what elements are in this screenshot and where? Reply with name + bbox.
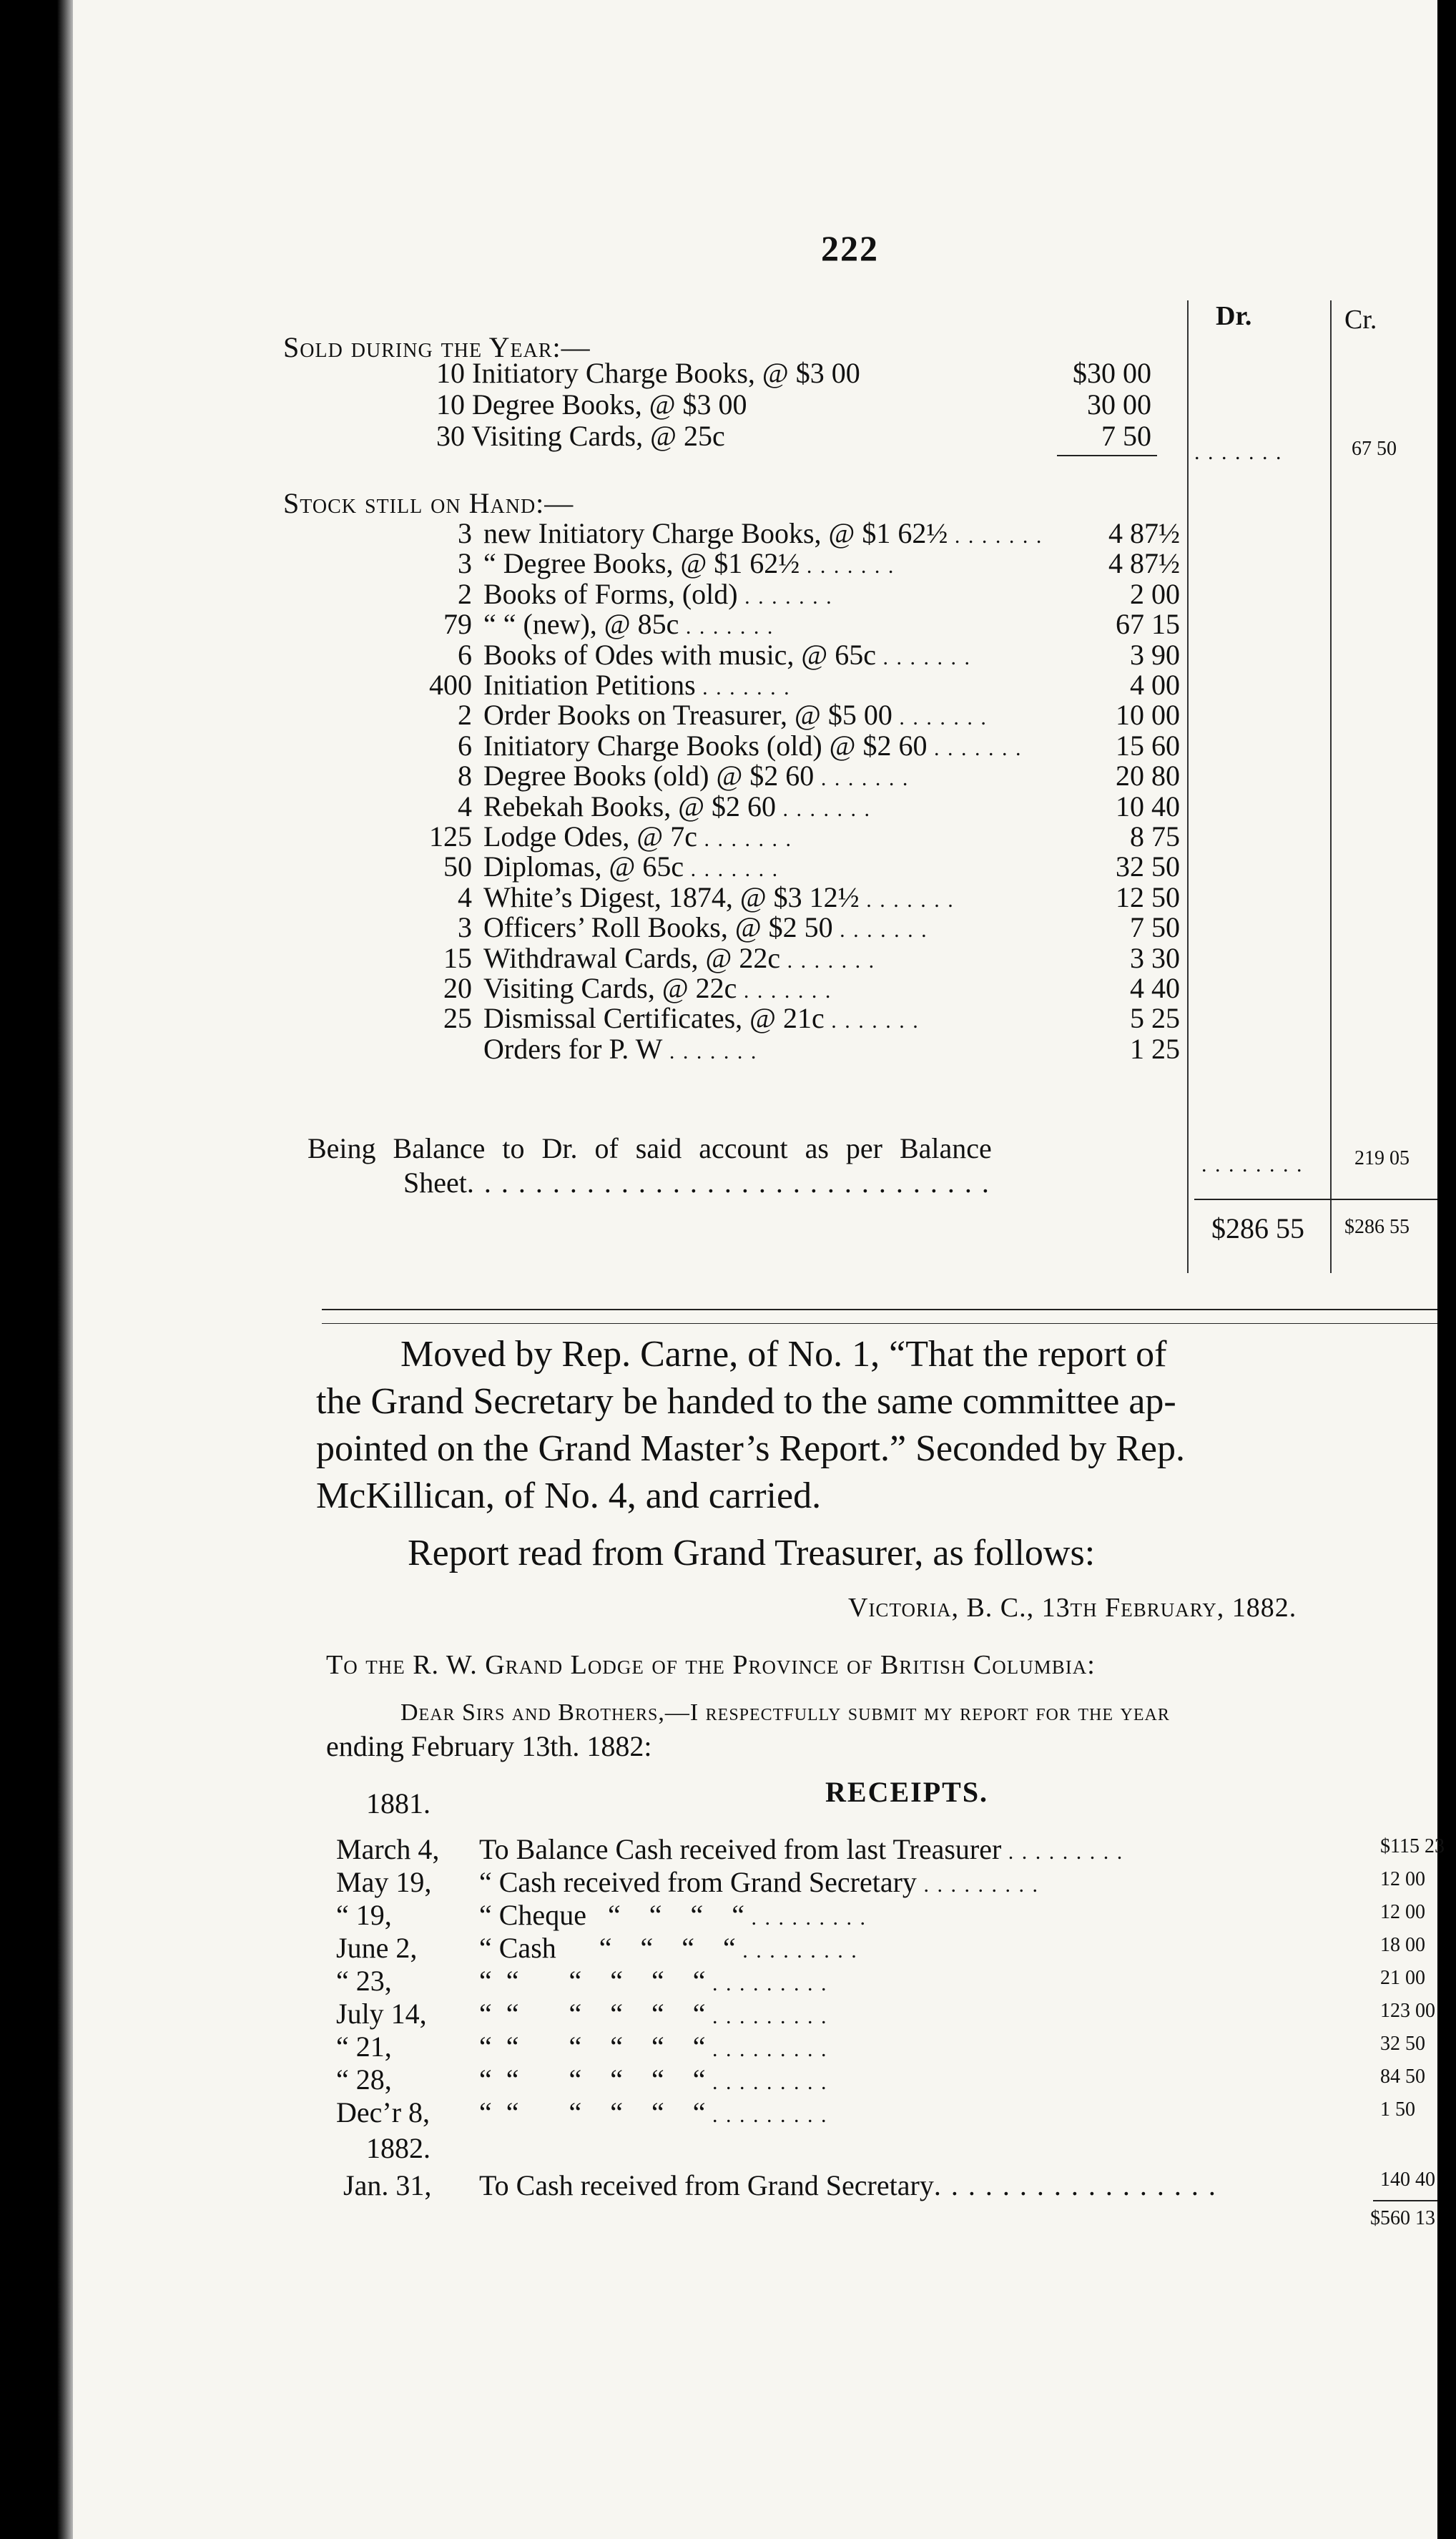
- stock-qty: 3: [458, 517, 472, 549]
- receipt-amount: 12 00: [1380, 1868, 1425, 1890]
- receipt-description: “ “ “ “ “ “ . . . . . . . . .: [479, 1965, 828, 1997]
- stock-item-text: Books of Forms, (old) . . . . . . .: [483, 578, 833, 610]
- receipt-date: Dec’r 8,: [336, 2096, 431, 2128]
- stock-item-amount: 10 40: [1116, 790, 1180, 822]
- receipt-amount: 1 50: [1380, 2098, 1415, 2121]
- receipt-date: March 4,: [336, 1833, 440, 1865]
- stock-item-amount: 67 15: [1116, 608, 1180, 640]
- sold-item-amount: 30 00: [1087, 388, 1151, 421]
- receipt-date: June 2,: [336, 1932, 418, 1964]
- balance-rule: [1194, 1199, 1437, 1200]
- receipt-amount: $115 23: [1380, 1835, 1445, 1857]
- receipt-date: “ 19,: [336, 1899, 392, 1931]
- receipt-amount: 84 50: [1380, 2066, 1425, 2088]
- stock-qty: 2: [458, 699, 472, 731]
- stock-item-text: Diplomas, @ 65c . . . . . . .: [483, 850, 779, 883]
- stock-item-text: Officers’ Roll Books, @ $2 50 . . . . . . .: [483, 911, 928, 943]
- receipt-desc-jan-31: To Cash received from Grand Secretary. . . . . . . . . . . . . . . . .: [479, 2169, 1217, 2201]
- receipt-description: “ Cheque “ “ “ “ . . . . . . . . .: [479, 1899, 867, 1931]
- stock-item-text: White’s Digest, 1874, @ $3 12½ . . . . . . .: [483, 881, 955, 913]
- sold-item-text: 10 Initiatory Charge Books, @ $3 00: [436, 357, 860, 389]
- receipt-description: “ “ “ “ “ “ . . . . . . . . .: [479, 2096, 828, 2128]
- balance-line-2: Sheet. . . . . . . . . . . . . . . . . . . . . . . . . . . . . . .: [403, 1167, 990, 1199]
- stock-item-text: new Initiatory Charge Books, @ $1 62½ . . . . . . .: [483, 517, 1043, 549]
- dr-dots: . . . . . . .: [1194, 441, 1283, 464]
- motion-line-3: pointed on the Grand Master’s Report.” Seconded by Rep.: [316, 1428, 1185, 1469]
- stock-heading: Stock still on Hand:—: [283, 487, 574, 519]
- balance-cr: 219 05: [1354, 1147, 1410, 1169]
- stock-item-amount: 10 00: [1116, 699, 1180, 731]
- stock-qty: 15: [443, 942, 472, 974]
- page-number: 222: [821, 228, 879, 268]
- column-rule-left: [1187, 300, 1189, 1273]
- total-cr: $286 55: [1344, 1216, 1410, 1238]
- sold-item-text: 30 Visiting Cards, @ 25c: [436, 420, 725, 452]
- stock-qty: 6: [458, 730, 472, 762]
- stock-qty: 20: [443, 972, 472, 1004]
- total-dr: $286 55: [1211, 1212, 1304, 1244]
- receipt-amount: 32 50: [1380, 2033, 1425, 2055]
- stock-item-text: Books of Odes with music, @ 65c . . . . . . .: [483, 639, 972, 671]
- report-heading: Report read from Grand Treasurer, as follows:: [408, 1533, 1096, 1573]
- receipt-amount: 123 00: [1380, 2000, 1435, 2022]
- receipt-description: “ “ “ “ “ “ . . . . . . . . .: [479, 1998, 828, 2030]
- stock-item-text: Orders for P. W . . . . . . .: [483, 1033, 758, 1065]
- receipts-year-1882: 1882.: [366, 2132, 431, 2164]
- sold-item-text: 10 Degree Books, @ $3 00: [436, 388, 747, 421]
- stock-item-text: “ “ (new), @ 85c . . . . . . .: [483, 608, 774, 640]
- stock-item-amount: 4 00: [1130, 669, 1180, 701]
- motion-line-4: McKillican, of No. 4, and carried.: [316, 1475, 822, 1516]
- stock-item-amount: 3 90: [1130, 639, 1180, 671]
- stock-item-amount: 2 00: [1130, 578, 1180, 610]
- receipt-date: July 14,: [336, 1998, 427, 2030]
- stock-qty: 4: [458, 881, 472, 913]
- sold-item-amount: 7 50: [1101, 420, 1151, 452]
- receipt-description: “ “ “ “ “ “ . . . . . . . . .: [479, 2063, 828, 2096]
- stock-qty: 3: [458, 547, 472, 579]
- receipts-total: $560 13: [1370, 2207, 1435, 2229]
- separator-1: [322, 1309, 1437, 1310]
- stock-item-text: Initiation Petitions . . . . . . .: [483, 669, 791, 701]
- stock-qty: 2: [458, 578, 472, 610]
- stock-item-amount: 15 60: [1116, 730, 1180, 762]
- stock-qty: 125: [429, 820, 472, 853]
- receipt-date: May 19,: [336, 1866, 432, 1898]
- salutation-line-1: Dear Sirs and Brothers,—I respectfully submit my report for the year: [400, 1699, 1170, 1726]
- address-line: To the R. W. Grand Lodge of the Province of British Columbia:: [326, 1650, 1096, 1680]
- motion-line-1: Moved by Rep. Carne, of No. 1, “That the report of: [400, 1334, 1167, 1375]
- salutation-line-2: ending February 13th. 1882:: [326, 1730, 652, 1762]
- stock-item-text: Dismissal Certificates, @ 21c . . . . . . .: [483, 1002, 920, 1034]
- stock-item-amount: 4 40: [1130, 972, 1180, 1004]
- receipt-date-jan-31: Jan. 31,: [343, 2169, 432, 2201]
- stock-item-amount: 5 25: [1130, 1002, 1180, 1034]
- stock-item-text: Withdrawal Cards, @ 22c . . . . . . .: [483, 942, 876, 974]
- stock-qty: 79: [443, 608, 472, 640]
- dr-column-header: Dr.: [1216, 301, 1252, 331]
- stock-item-amount: 32 50: [1116, 850, 1180, 883]
- receipt-amount: 21 00: [1380, 1967, 1425, 1989]
- receipt-amount: 18 00: [1380, 1934, 1425, 1956]
- stock-item-amount: 8 75: [1130, 820, 1180, 853]
- receipt-description: “ Cash “ “ “ “ . . . . . . . . .: [479, 1932, 858, 1964]
- stock-qty: 400: [429, 669, 472, 701]
- stock-qty: 3: [458, 911, 472, 943]
- stock-item-amount: 3 30: [1130, 942, 1180, 974]
- sold-heading: Sold during the Year:—: [283, 331, 591, 363]
- stock-qty: 6: [458, 639, 472, 671]
- receipts-year-1881: 1881.: [366, 1787, 431, 1819]
- stock-item-amount: 4 87½: [1108, 517, 1180, 549]
- stock-item-text: “ Degree Books, @ $1 62½ . . . . . . .: [483, 547, 895, 579]
- sold-subtotal-rule: [1057, 455, 1157, 456]
- receipts-title: RECEIPTS.: [825, 1776, 989, 1808]
- stock-item-amount: 7 50: [1130, 911, 1180, 943]
- receipts-total-rule: [1373, 2200, 1437, 2201]
- receipt-date: “ 23,: [336, 1965, 392, 1997]
- receipt-date: “ 21,: [336, 2030, 392, 2063]
- receipt-description: “ Cash received from Grand Secretary . . . . . . . . .: [479, 1866, 1039, 1898]
- column-rule-right: [1330, 300, 1332, 1273]
- stock-item-text: Lodge Odes, @ 7c . . . . . . .: [483, 820, 792, 853]
- stock-item-amount: 4 87½: [1108, 547, 1180, 579]
- receipt-description: To Balance Cash received from last Treasurer . . . . . . . . .: [479, 1833, 1124, 1865]
- balance-line-1: Being Balance to Dr. of said account as per Balance: [308, 1132, 992, 1164]
- stock-qty: 50: [443, 850, 472, 883]
- cr-column-header: Cr.: [1344, 305, 1377, 335]
- stock-item-text: Initiatory Charge Books (old) @ $2 60 . . . . . . .: [483, 730, 1023, 762]
- stock-item-text: Order Books on Treasurer, @ $5 00 . . . . . . .: [483, 699, 988, 731]
- stock-item-text: Degree Books (old) @ $2 60 . . . . . . .: [483, 760, 910, 792]
- stock-qty: 8: [458, 760, 472, 792]
- document-page: [57, 0, 1445, 2539]
- separator-2: [322, 1323, 1437, 1324]
- stock-item-amount: 1 25: [1130, 1033, 1180, 1065]
- stock-item-amount: 20 80: [1116, 760, 1180, 792]
- sold-total-cr: 67 50: [1352, 438, 1397, 460]
- stock-item-amount: 12 50: [1116, 881, 1180, 913]
- balance-dr-dots: . . . . . . . .: [1201, 1153, 1304, 1177]
- dateline: Victoria, B. C., 13th February, 1882.: [848, 1593, 1297, 1623]
- sold-item-amount: $30 00: [1073, 357, 1151, 389]
- receipt-amount: 12 00: [1380, 1901, 1425, 1923]
- receipt-amount-jan-31: 140 40: [1380, 2169, 1435, 2191]
- stock-item-text: Rebekah Books, @ $2 60 . . . . . . .: [483, 790, 872, 822]
- receipt-description: “ “ “ “ “ “ . . . . . . . . .: [479, 2030, 828, 2063]
- stock-qty: 4: [458, 790, 472, 822]
- stock-item-text: Visiting Cards, @ 22c . . . . . . .: [483, 972, 832, 1004]
- stock-qty: 25: [443, 1002, 472, 1034]
- motion-line-2: the Grand Secretary be handed to the same committee ap-: [316, 1381, 1176, 1422]
- receipt-date: “ 28,: [336, 2063, 392, 2096]
